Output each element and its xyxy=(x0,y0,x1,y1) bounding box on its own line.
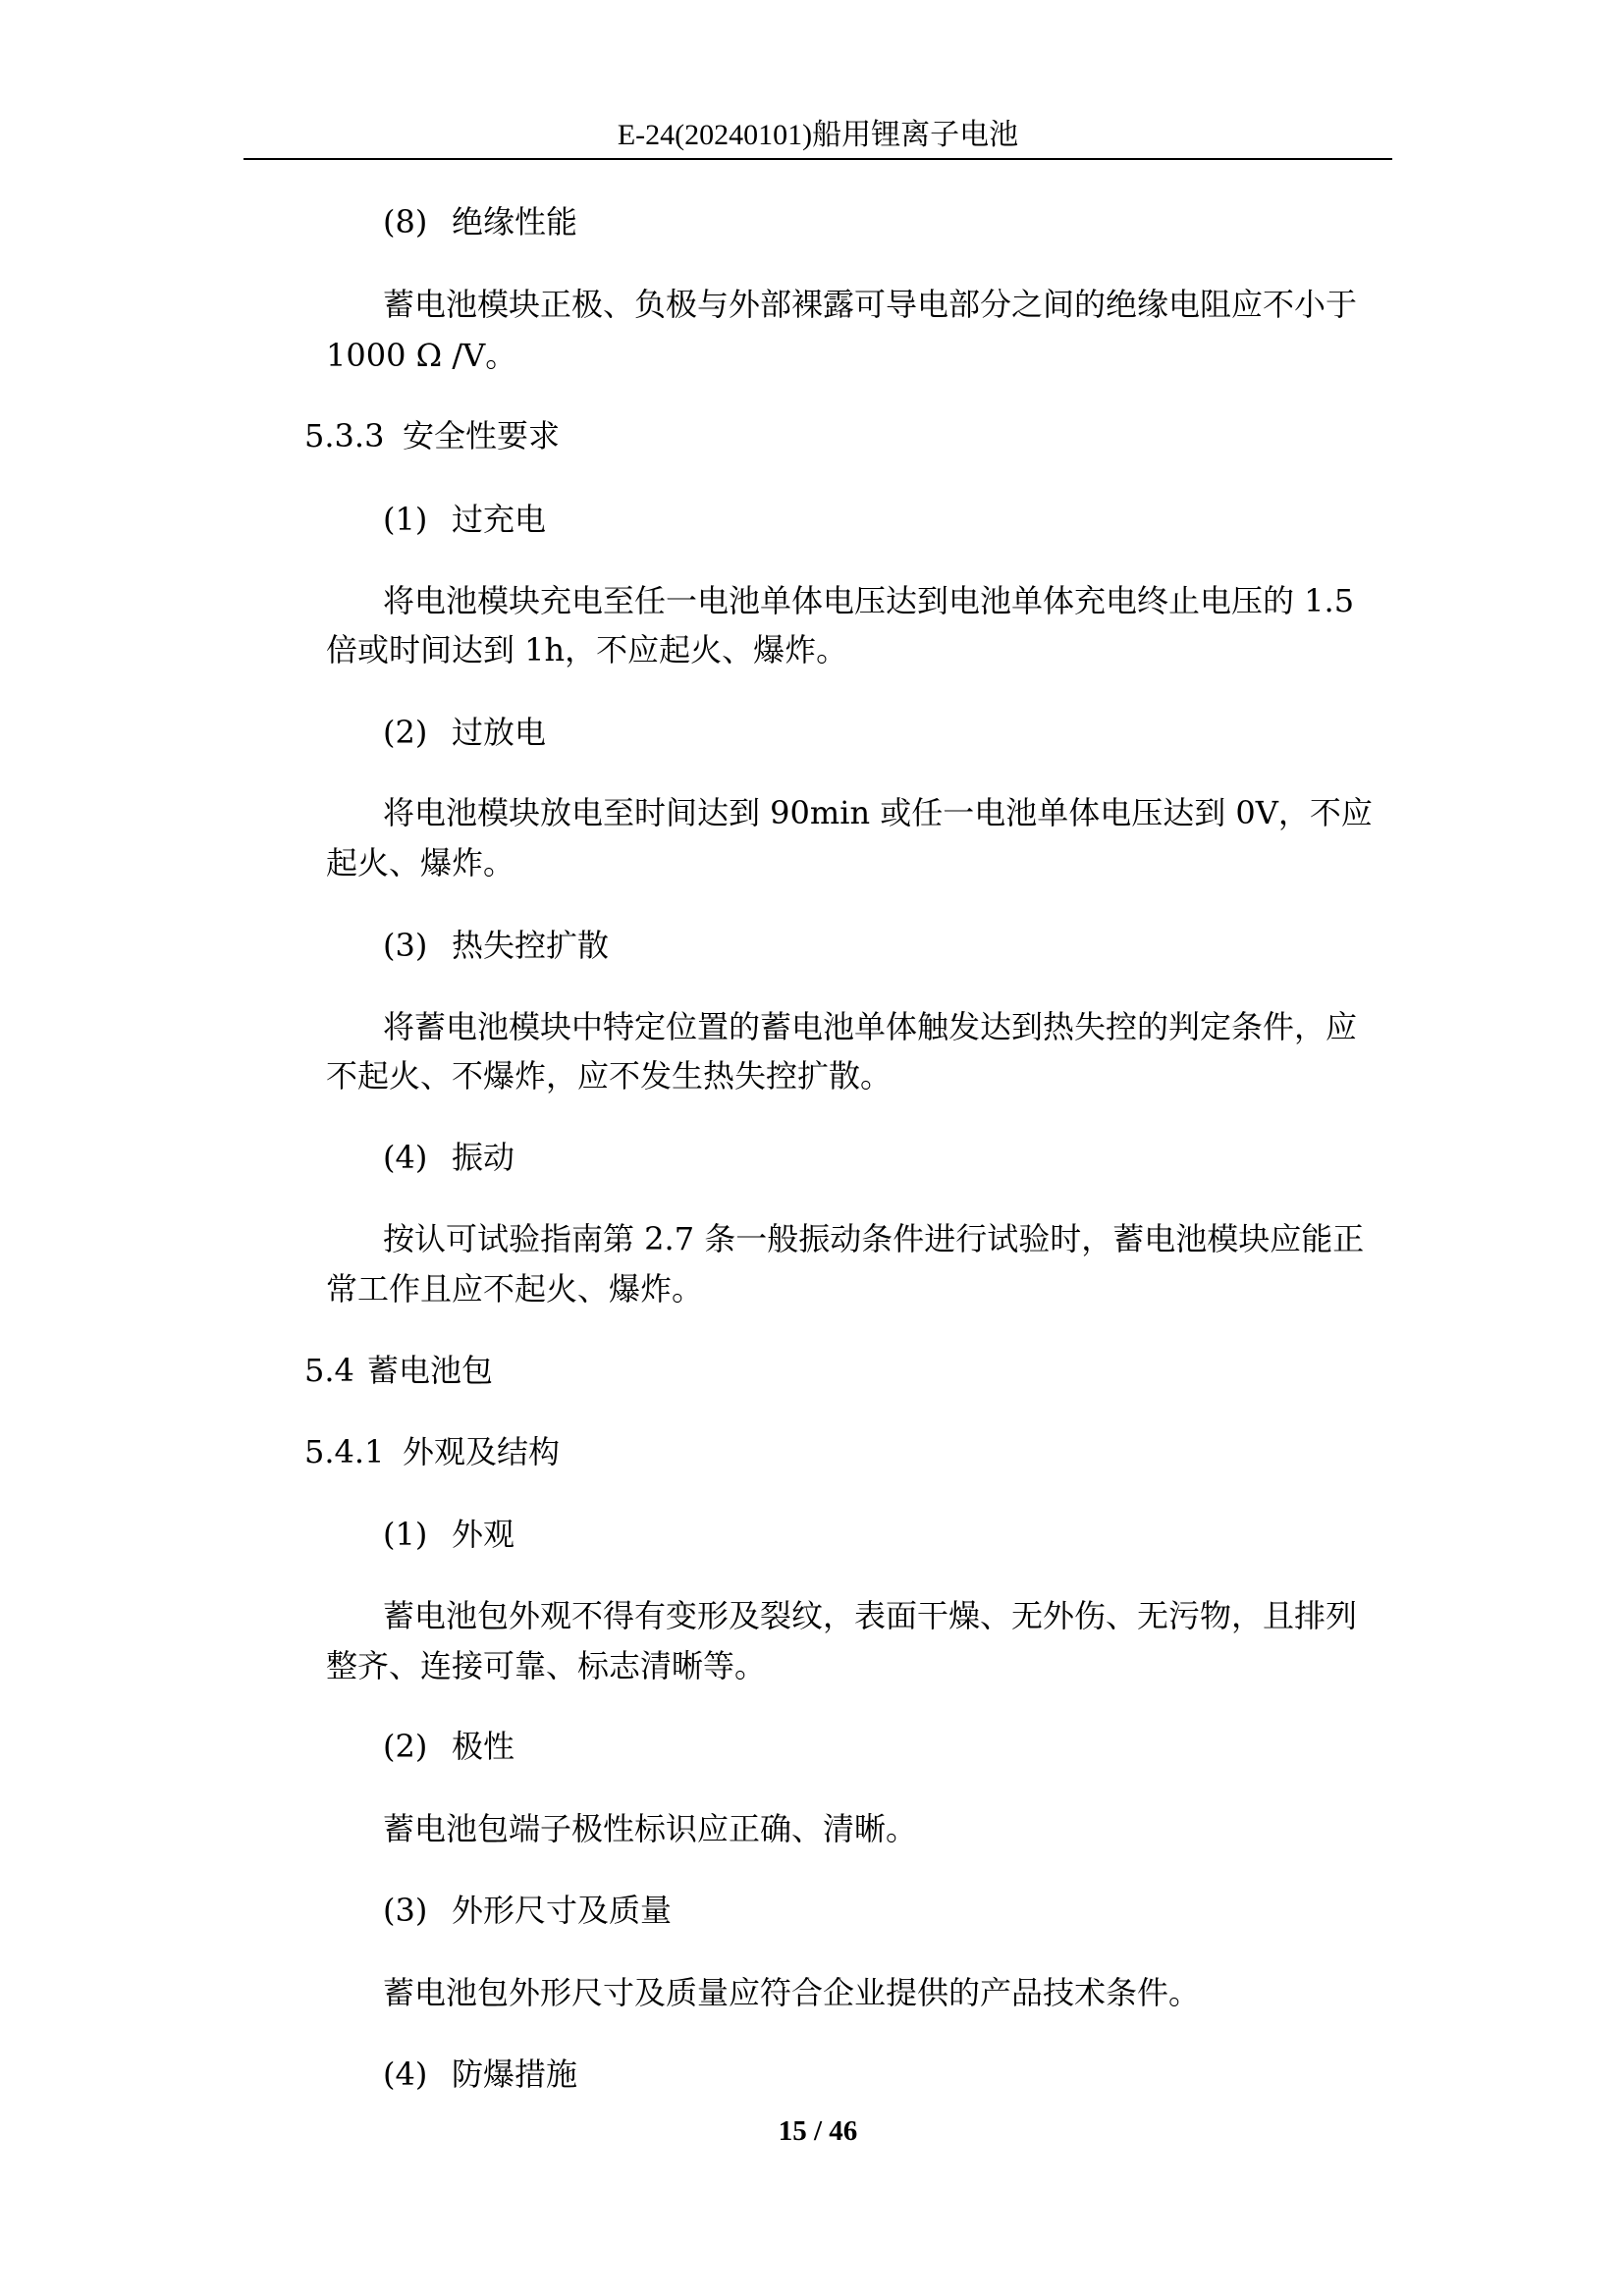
paragraph-line: 倍或时间达到 1h，不应起火、爆炸。 xyxy=(326,631,848,668)
section-number: 5.4 xyxy=(304,1352,354,1389)
section-title: 蓄电池包 xyxy=(367,1352,494,1389)
item-heading xyxy=(383,1513,514,1556)
item-number: (2) xyxy=(383,1728,428,1765)
item-heading xyxy=(383,924,609,967)
item-heading xyxy=(383,1889,672,1932)
paragraph-line: 1000 Ω /V。 xyxy=(326,337,517,374)
item-title: 极性 xyxy=(452,1728,515,1765)
paragraph-line: 将电池模块放电至时间达到 90min 或任一电池单体电压达到 0V，不应 xyxy=(383,794,1373,831)
paragraph-line: 不起火、不爆炸，应不发生热失控扩散。 xyxy=(326,1057,893,1095)
paragraph-line: 常工作且应不起火、爆炸。 xyxy=(326,1270,704,1308)
paragraph-line: 蓄电池包端子极性标识应正确、清晰。 xyxy=(383,1810,918,1847)
item-title: 外观 xyxy=(452,1516,515,1553)
item-heading xyxy=(383,498,546,541)
section-number: 5.3.3 xyxy=(304,417,385,454)
item-number: (1) xyxy=(383,1516,428,1553)
paragraph-line: 起火、爆炸。 xyxy=(326,844,515,881)
item-number: (4) xyxy=(383,1139,428,1176)
section-heading xyxy=(304,1349,493,1392)
paragraph-line: 按认可试验指南第 2.7 条一般振动条件进行试验时，蓄电池模块应能正 xyxy=(383,1220,1365,1257)
item-title: 绝缘性能 xyxy=(452,203,578,240)
item-number: (8) xyxy=(383,203,428,240)
section-title: 外观及结构 xyxy=(403,1433,561,1470)
item-title: 过充电 xyxy=(452,501,547,538)
page-number: 15 / 46 xyxy=(778,2115,858,2147)
item-heading xyxy=(383,2053,577,2096)
item-number: (3) xyxy=(383,927,428,964)
item-heading xyxy=(383,200,577,243)
item-number: (3) xyxy=(383,1892,428,1929)
header-divider xyxy=(244,158,1392,160)
section-heading xyxy=(304,1430,560,1473)
item-title: 热失控扩散 xyxy=(452,927,610,964)
section-title: 安全性要求 xyxy=(403,417,561,454)
item-title: 防爆措施 xyxy=(452,2056,578,2093)
item-number: (2) xyxy=(383,714,428,751)
item-title: 过放电 xyxy=(452,714,547,751)
paragraph-line: 整齐、连接可靠、标志清晰等。 xyxy=(326,1647,767,1684)
paragraph-line: 将电池模块充电至任一电池单体电压达到电池单体充电终止电压的 1.5 xyxy=(383,582,1355,619)
item-number: (4) xyxy=(383,2056,428,2093)
paragraph-line: 蓄电池包外形尺寸及质量应符合企业提供的产品技术条件。 xyxy=(383,1974,1201,2011)
paragraph-line: 将蓄电池模块中特定位置的蓄电池单体触发达到热失控的判定条件，应 xyxy=(383,1008,1358,1045)
section-number: 5.4.1 xyxy=(304,1433,385,1470)
item-number: (1) xyxy=(383,501,428,538)
item-title: 外形尺寸及质量 xyxy=(452,1892,673,1929)
section-heading xyxy=(304,414,560,457)
item-title: 振动 xyxy=(452,1139,515,1176)
item-heading xyxy=(383,711,546,754)
item-heading xyxy=(383,1136,514,1179)
paragraph-line: 蓄电池模块正极、负极与外部裸露可导电部分之间的绝缘电阻应不小于 xyxy=(383,286,1358,323)
paragraph-line: 蓄电池包外观不得有变形及裂纹，表面干燥、无外伤、无污物，且排列 xyxy=(383,1597,1358,1634)
running-header: E-24(20240101)船用锂离子电池 xyxy=(617,119,1019,151)
item-heading xyxy=(383,1725,514,1768)
